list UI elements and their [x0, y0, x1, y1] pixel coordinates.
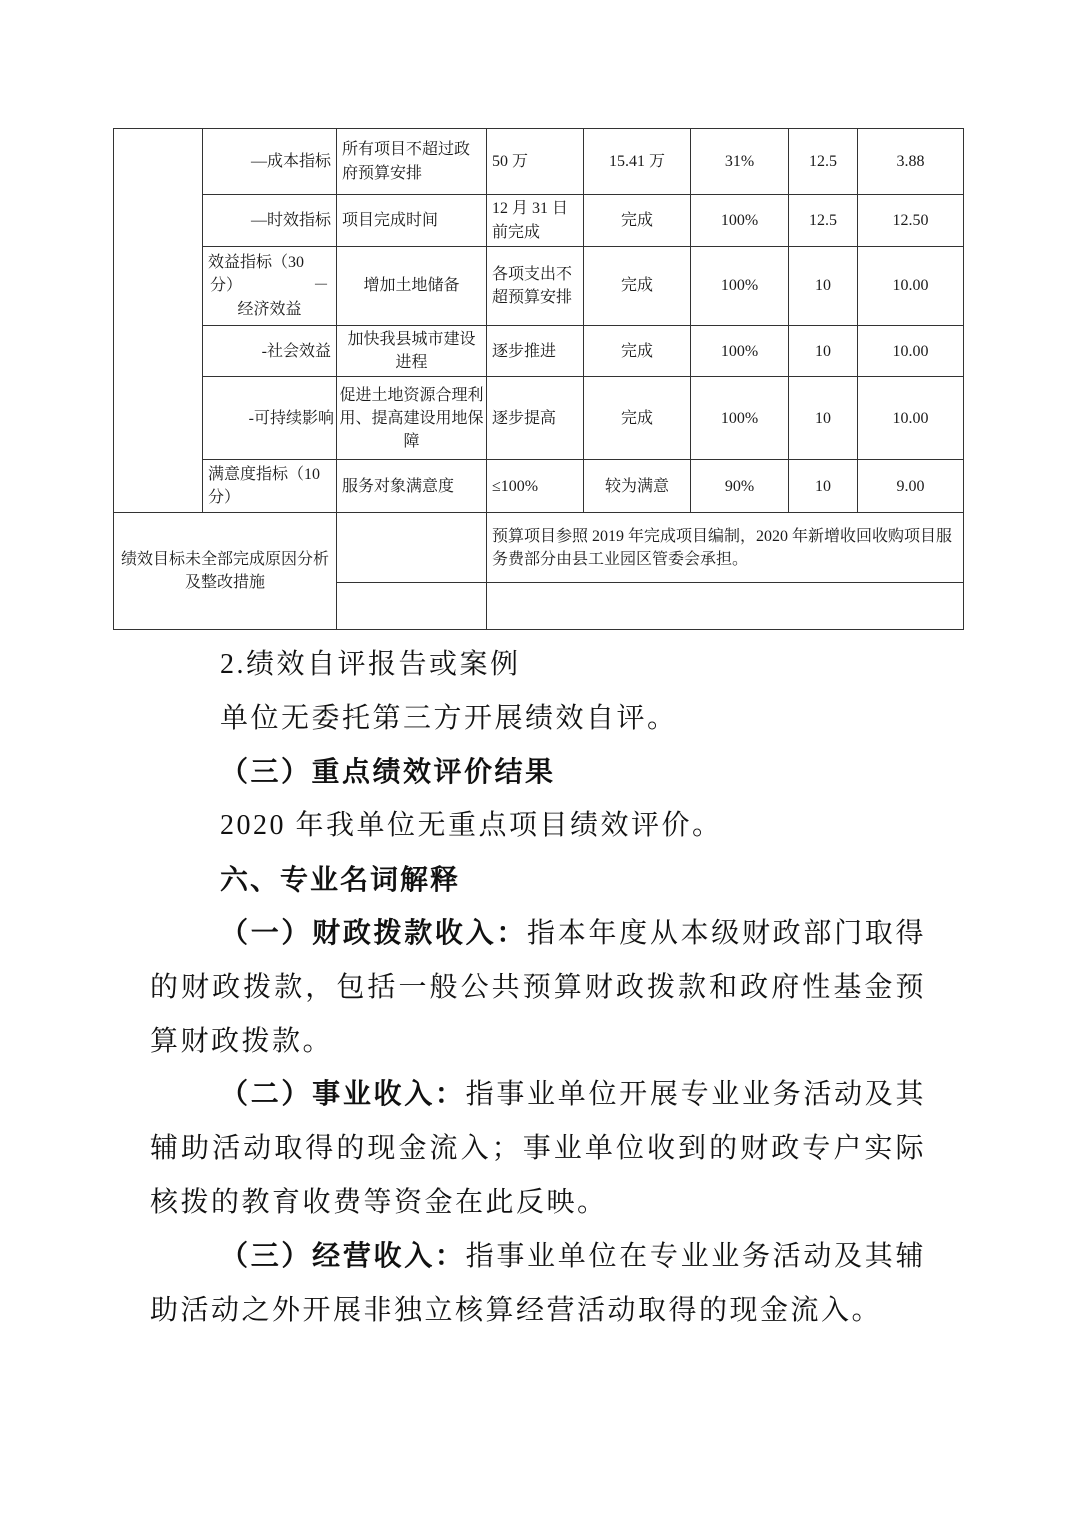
cell-rate: 100%	[691, 377, 789, 460]
cell-rate: 100%	[691, 247, 789, 326]
cell-weight: 10	[789, 247, 858, 326]
para-term2-line2: 辅助活动取得的现金流入；事业单位收到的财政专户实际	[150, 1133, 926, 1165]
cell-score: 10.00	[858, 326, 964, 377]
cell-indicator: —时效指标	[203, 195, 337, 247]
table-row	[114, 195, 964, 247]
benefit-line2b: －	[312, 277, 329, 295]
empty-cell	[487, 583, 964, 630]
table-row	[114, 326, 964, 377]
benefit-line2	[208, 274, 331, 297]
performance-indicator-table	[113, 128, 964, 630]
term2-def: 指事业单位开展专业业务活动及其	[465, 1079, 926, 1111]
term2-name: （二）事业收入：	[220, 1079, 466, 1111]
para-term3-line2: 助活动之外开展非独立核算经营活动取得的现金流入。	[150, 1294, 883, 1326]
table-row	[114, 129, 964, 195]
para-term1-line1	[150, 907, 926, 961]
para-key-eval-heading: （三）重点绩效评价结果	[220, 756, 556, 788]
cell-target: 逐步提高	[487, 377, 584, 460]
para-term1-line3: 算财政拨款。	[150, 1025, 334, 1057]
cell-rate: 100%	[691, 195, 789, 247]
cell-indicator-satisfaction	[203, 460, 337, 513]
term1-name: （一）财政拨款收入：	[220, 917, 528, 949]
cell-target: 逐步推进	[487, 326, 584, 377]
section-heading-terms: 六、专业名词解释	[220, 864, 461, 896]
cell-score: 10.00	[858, 247, 964, 326]
cell-weight: 12.5	[789, 129, 858, 195]
cell-target: 各项支出不超预算安排	[487, 247, 584, 326]
term1-def: 指本年度从本级财政部门取得	[527, 917, 926, 949]
cell-target: ≤100%	[487, 460, 584, 513]
benefit-line3: 经济效益	[237, 300, 302, 318]
cell-rate: 31%	[691, 129, 789, 195]
cell-done: 15.41 万	[584, 129, 691, 195]
para-term3-line1	[150, 1230, 926, 1284]
para-self-eval-statement: 单位无委托第三方开展绩效自评。	[220, 702, 678, 734]
para-term2-line3: 核拨的教育收费等资金在此反映。	[150, 1186, 608, 1218]
cell-done: 完成	[584, 377, 691, 460]
satisfaction-line1: 满意度指标（10	[208, 466, 321, 484]
cell-rate: 90%	[691, 460, 789, 513]
term3-name: （三）经营收入：	[220, 1240, 466, 1272]
satisfaction-line2: 分）	[208, 489, 241, 507]
table-row	[114, 247, 964, 326]
cell-reason-label: 绩效目标未全部完成原因分析及整改措施	[114, 513, 337, 630]
para-term2-line1	[150, 1068, 926, 1122]
cell-indicator: —成本指标	[203, 129, 337, 195]
benefit-line1: 效益指标（30	[208, 254, 305, 272]
cell-rate: 100%	[691, 326, 789, 377]
cell-content: 加快我县城市建设进程	[337, 326, 487, 377]
cell-score: 9.00	[858, 460, 964, 513]
table-row	[114, 377, 964, 460]
cell-done: 完成	[584, 195, 691, 247]
empty-cell	[337, 583, 487, 630]
cell-content: 促进土地资源合理利用、提高建设用地保障	[337, 377, 487, 460]
para-key-eval-statement: 2020 年我单位无重点项目绩效评价。	[220, 810, 723, 842]
cell-content: 所有项目不超过政府预算安排	[337, 129, 487, 195]
table-row	[114, 460, 964, 513]
merged-empty-cell	[114, 129, 203, 513]
cell-done: 完成	[584, 326, 691, 377]
cell-indicator: -社会效益	[203, 326, 337, 377]
cell-target: 12 月 31 日前完成	[487, 195, 584, 247]
cell-weight: 10	[789, 377, 858, 460]
cell-score: 12.50	[858, 195, 964, 247]
cell-weight: 10	[789, 460, 858, 513]
body-text	[150, 638, 926, 1337]
cell-score: 10.00	[858, 377, 964, 460]
cell-content: 项目完成时间	[337, 195, 487, 247]
cell-done: 完成	[584, 247, 691, 326]
cell-score: 3.88	[858, 129, 964, 195]
cell-reason-note: 预算项目参照 2019 年完成项目编制，2020 年新增收回收购项目服务费部分由县工业园区管委会承担。	[487, 513, 964, 583]
cell-weight: 10	[789, 326, 858, 377]
cell-content: 服务对象满意度	[337, 460, 487, 513]
para-term1-line2: 的财政拨款，包括一般公共预算财政拨款和政府性基金预	[150, 971, 926, 1003]
table-row	[114, 513, 964, 583]
cell-indicator: -可持续影响	[203, 377, 337, 460]
cell-target: 50 万	[487, 129, 584, 195]
cell-weight: 12.5	[789, 195, 858, 247]
cell-done: 较为满意	[584, 460, 691, 513]
cell-content: 增加土地储备	[337, 247, 487, 326]
benefit-line2a: 分）	[210, 277, 243, 295]
empty-cell	[337, 513, 487, 583]
para-self-eval-report-title: 2.绩效自评报告或案例	[220, 649, 521, 680]
cell-indicator-benefit	[203, 247, 337, 326]
term3-def: 指事业单位在专业业务活动及其辅	[465, 1240, 926, 1272]
